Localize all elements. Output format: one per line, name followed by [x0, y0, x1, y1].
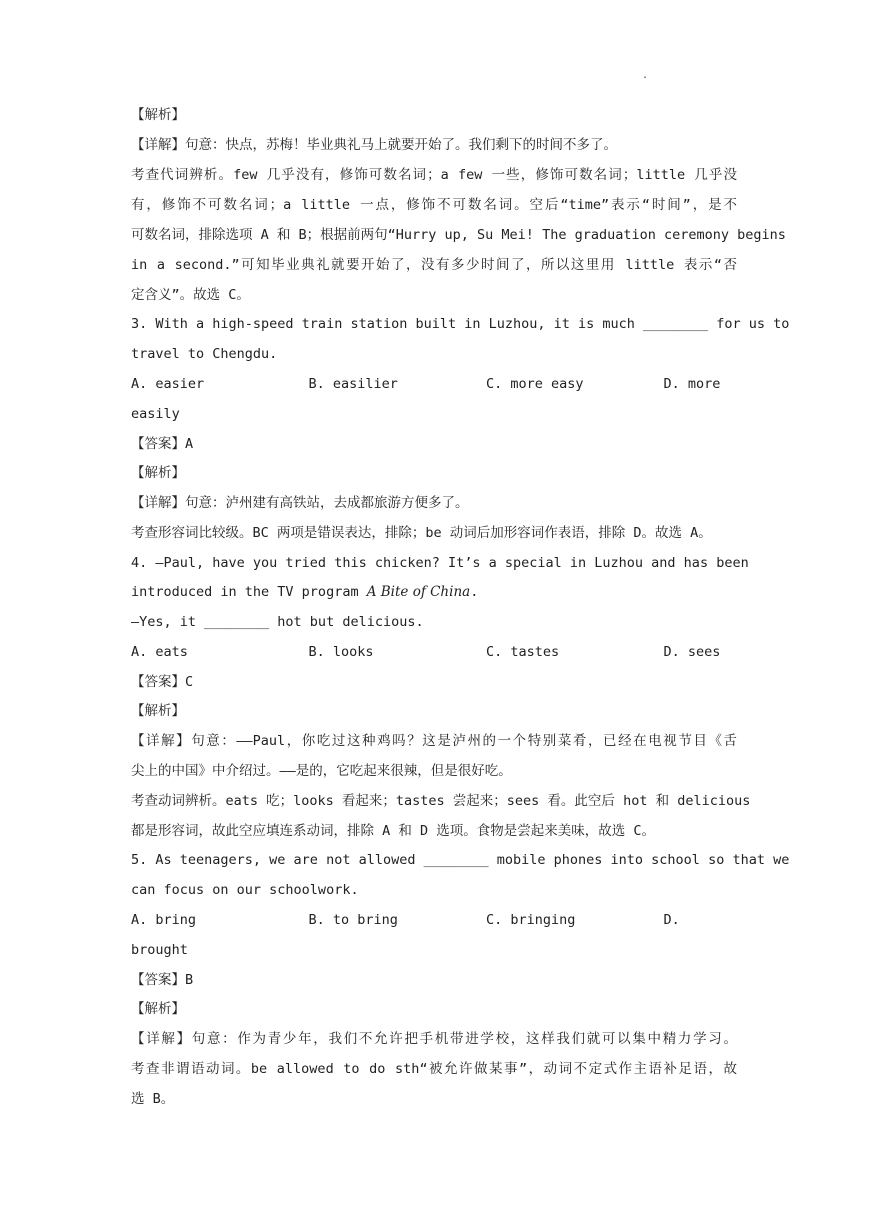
q4-stem-line-1: 4. —Paul, have you tried this chicken? It’s a special in Luzhou and has been: [131, 555, 749, 571]
q5-option-d: D.: [663, 912, 680, 928]
q2-analysis-line-2: 有，修饰不可数名词；a little 一点，修饰不可数名词。空后“time”表示“时间”，是不: [131, 197, 737, 213]
q5-option-a: A. bring: [131, 912, 197, 928]
q3-option-a: A. easier: [131, 376, 205, 392]
q5-stem-line-1: 5. As teenagers, we are not allowed ________ mobile phones into school so that we: [131, 852, 790, 868]
q3-analysis: 考查形容词比较级。BC 两项是错误表达，排除；be 动词后加形容词作表语，排除 D。故选 A。: [131, 525, 712, 541]
q4-stem-line-3: —Yes, it ________ hot but delicious.: [131, 614, 424, 630]
q4-option-c: C. tastes: [486, 644, 560, 660]
q4-stem-period: .: [470, 584, 479, 600]
q4-analysis-label: 【解析】: [131, 703, 185, 719]
q4-option-d: D. sees: [663, 644, 721, 660]
q3-analysis-label: 【解析】: [131, 465, 185, 481]
q4-analysis-line-1: 考查动词辨析。eats 吃；looks 看起来；tastes 尝起来；sees 看。此空后 hot 和 delicious: [131, 793, 751, 809]
q5-answer: 【答案】B: [131, 972, 194, 988]
q4-options: [131, 642, 737, 662]
q5-analysis-line-1: 考查非谓语动词。be allowed to do sth“被允许做某事”，动词不定式作主语补足语，故: [131, 1061, 737, 1077]
q4-program-title: A Bite of China: [366, 584, 471, 600]
q3-answer: 【答案】A: [131, 436, 194, 452]
q2-analysis-line-5: 定含义”。故选 C。: [131, 287, 250, 303]
q2-analysis-label: 【解析】: [131, 107, 185, 123]
q4-answer: 【答案】C: [131, 674, 194, 690]
q3-option-b: B. easilier: [308, 376, 398, 392]
q2-detail-line-1: 【详解】句意：快点，苏梅！毕业典礼马上就要开始了。我们剩下的时间不多了。: [131, 137, 617, 153]
q5-detail: 【详解】句意：作为青少年，我们不允许把手机带进学校，这样我们就可以集中精力学习。: [131, 1031, 737, 1047]
q4-option-b: B. looks: [308, 644, 374, 660]
q4-stem-line-2: [131, 582, 478, 602]
q3-option-d-continued: easily: [131, 406, 180, 422]
q4-option-a: A. eats: [131, 644, 188, 660]
q4-detail-line-1: 【详解】句意：——Paul，你吃过这种鸡吗？这是泸州的一个特别菜肴，已经在电视节目《舌: [131, 733, 737, 749]
q5-analysis-label: 【解析】: [131, 1001, 185, 1017]
q2-analysis-line-1: 考查代词辨析。few 几乎没有，修饰可数名词；a few 一些，修饰可数名词；little 几乎没: [131, 167, 737, 183]
q5-option-d-continued: brought: [131, 942, 188, 958]
q5-analysis-line-2: 选 B。: [131, 1091, 175, 1107]
page-marker: .: [642, 70, 649, 81]
q3-stem-line-1: 3. With a high-speed train station built in Luzhou, it is much ________ for us to: [131, 316, 790, 332]
q4-stem-text: introduced in the TV program: [131, 584, 367, 600]
q3-options: [131, 374, 737, 394]
q4-analysis-line-2: 都是形容词，故此空应填连系动词，排除 A 和 D 选项。食物是尝起来美味，故选 C。: [131, 823, 656, 839]
q4-detail-line-2: 尖上的中国》中介绍过。——是的，它吃起来很辣，但是很好吃。: [131, 763, 512, 779]
q3-option-c: C. more easy: [486, 376, 584, 392]
q3-detail: 【详解】句意：泸州建有高铁站，去成都旅游方便多了。: [131, 495, 469, 511]
q5-options: [131, 910, 737, 930]
q5-option-b: B. to bring: [308, 912, 398, 928]
q3-stem-line-2: travel to Chengdu.: [131, 346, 278, 362]
q2-analysis-line-4: in a second.”可知毕业典礼就要开始了，没有多少时间了，所以这里用 little 表示“否: [131, 257, 737, 273]
q2-analysis-line-3: 可数名词，排除选项 A 和 B；根据前两句“Hurry up, Su Mei! The graduation ceremony begins: [131, 227, 786, 243]
q5-stem-line-2: can focus on our schoolwork.: [131, 882, 359, 898]
q5-option-c: C. bringing: [486, 912, 576, 928]
q3-option-d: D. more: [663, 376, 721, 392]
